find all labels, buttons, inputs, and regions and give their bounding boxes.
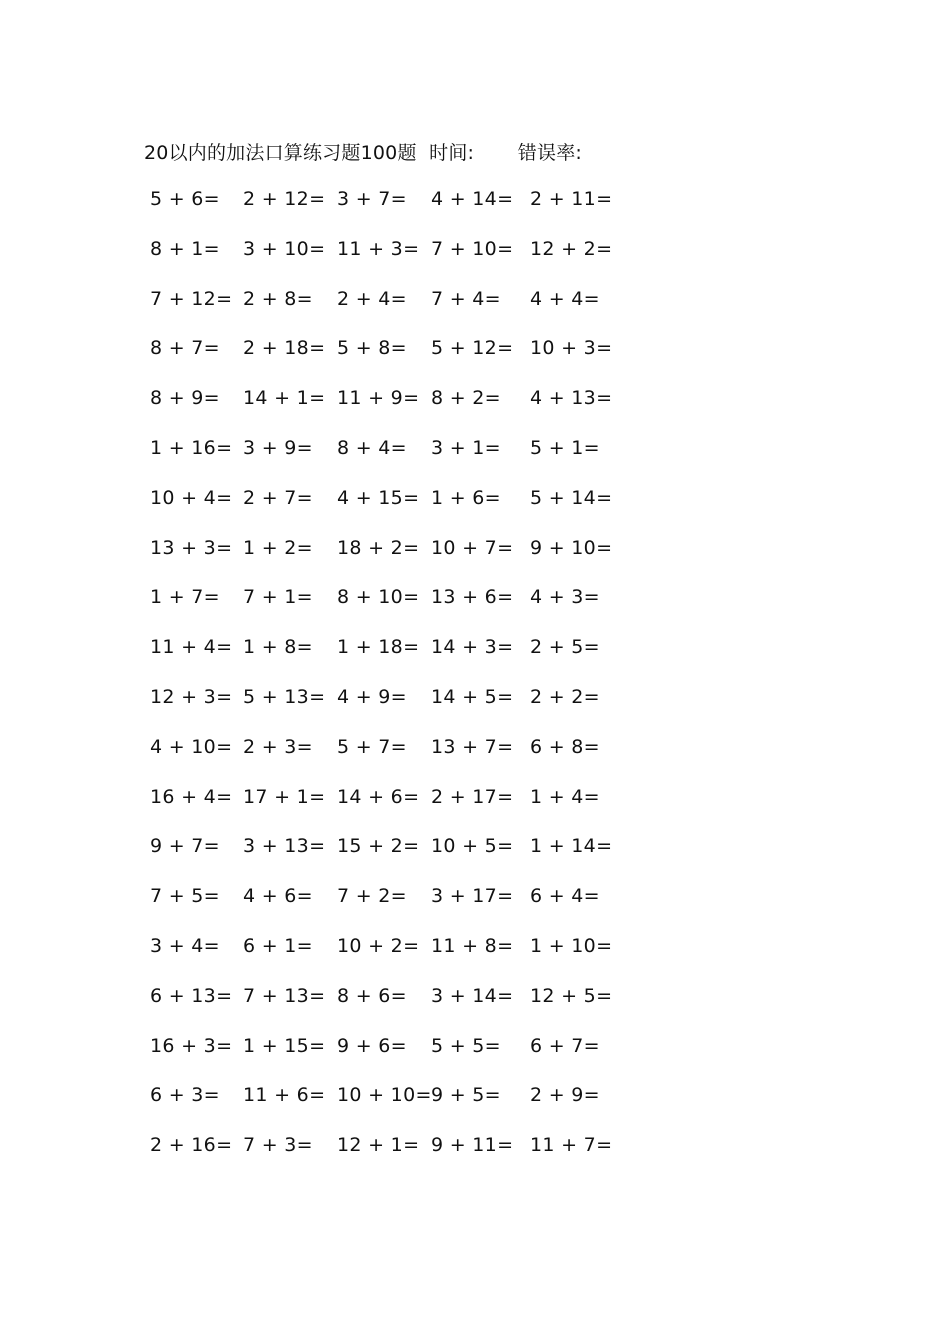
- addition-problem: 6 + 7=: [530, 1034, 600, 1057]
- addition-problem: 7 + 2=: [337, 885, 407, 908]
- addition-problem: 11 + 7=: [530, 1134, 613, 1157]
- addition-problem: 7 + 12=: [150, 287, 233, 310]
- addition-problem: 8 + 10=: [337, 586, 420, 609]
- addition-problem: 12 + 5=: [530, 984, 613, 1007]
- addition-problem: 7 + 10=: [431, 237, 514, 260]
- addition-problem: 7 + 13=: [243, 984, 326, 1007]
- addition-problem: 2 + 17=: [431, 785, 514, 808]
- addition-problem: 6 + 3=: [150, 1084, 220, 1107]
- addition-problem: 4 + 9=: [337, 686, 407, 708]
- addition-problem: 2 + 7=: [243, 486, 313, 509]
- addition-problem: 4 + 10=: [150, 735, 233, 758]
- addition-problem: 2 + 18=: [243, 337, 326, 360]
- addition-problem: 14 + 3=: [431, 636, 514, 659]
- addition-problem: 15 + 2=: [337, 835, 420, 858]
- addition-problem: 2 + 12=: [243, 188, 326, 210]
- addition-problem: 11 + 6=: [243, 1084, 326, 1107]
- addition-problem: 5 + 6=: [150, 188, 220, 210]
- addition-problem: 12 + 3=: [150, 686, 233, 708]
- addition-problem: 1 + 6=: [431, 486, 501, 509]
- addition-problem: 11 + 4=: [150, 636, 233, 659]
- addition-problem: 10 + 7=: [431, 536, 514, 559]
- addition-problem: 13 + 6=: [431, 586, 514, 609]
- addition-problem: 3 + 14=: [431, 984, 514, 1007]
- addition-problem: 2 + 5=: [530, 636, 600, 659]
- addition-problem: 2 + 4=: [337, 287, 407, 310]
- addition-problem: 5 + 1=: [530, 437, 600, 459]
- addition-problem: 2 + 9=: [530, 1084, 600, 1107]
- addition-problem: 10 + 5=: [431, 835, 514, 858]
- addition-problem: 5 + 5=: [431, 1034, 501, 1057]
- addition-problem: 1 + 8=: [243, 636, 313, 659]
- addition-problem: 4 + 15=: [337, 486, 420, 509]
- addition-problem: 16 + 4=: [150, 785, 233, 808]
- addition-problem: 11 + 3=: [337, 237, 420, 260]
- addition-problem: 6 + 8=: [530, 735, 600, 758]
- addition-problem: 11 + 8=: [431, 935, 514, 957]
- addition-problem: 7 + 1=: [243, 586, 313, 609]
- addition-problem: 8 + 4=: [337, 437, 407, 459]
- addition-problem: 6 + 13=: [150, 984, 233, 1007]
- addition-problem: 5 + 14=: [530, 486, 613, 509]
- addition-problem: 1 + 10=: [530, 935, 613, 957]
- addition-problem: 8 + 2=: [431, 387, 501, 410]
- addition-problem: 1 + 4=: [530, 785, 600, 808]
- addition-problem: 2 + 2=: [530, 686, 600, 708]
- addition-problem: 6 + 1=: [243, 935, 313, 957]
- addition-problem: 2 + 16=: [150, 1134, 233, 1157]
- addition-problem: 14 + 6=: [337, 785, 420, 808]
- addition-problem: 1 + 16=: [150, 437, 233, 459]
- addition-problem: 10 + 2=: [337, 935, 420, 957]
- addition-problem: 8 + 7=: [150, 337, 220, 360]
- addition-problem: 11 + 9=: [337, 387, 420, 410]
- addition-problem: 3 + 9=: [243, 437, 313, 459]
- addition-problem: 9 + 6=: [337, 1034, 407, 1057]
- addition-problem: 6 + 4=: [530, 885, 600, 908]
- addition-problem: 9 + 7=: [150, 835, 220, 858]
- addition-problem: 8 + 1=: [150, 237, 220, 260]
- addition-problem: 3 + 13=: [243, 835, 326, 858]
- addition-problem: 4 + 4=: [530, 287, 600, 310]
- worksheet-title: 20以内的加法口算练习题100题 时间: 错误率:: [144, 142, 583, 164]
- addition-problem: 4 + 14=: [431, 188, 514, 210]
- addition-problem: 2 + 3=: [243, 735, 313, 758]
- addition-problem: 5 + 8=: [337, 337, 407, 360]
- addition-problem: 7 + 5=: [150, 885, 220, 908]
- addition-problem: 10 + 10=: [337, 1084, 432, 1107]
- addition-problem: 5 + 13=: [243, 686, 326, 708]
- addition-problem: 1 + 7=: [150, 586, 220, 609]
- addition-problem: 17 + 1=: [243, 785, 326, 808]
- addition-problem: 9 + 5=: [431, 1084, 501, 1107]
- addition-problem: 1 + 18=: [337, 636, 420, 659]
- addition-problem: 18 + 2=: [337, 536, 420, 559]
- addition-problem: 3 + 10=: [243, 237, 326, 260]
- addition-problem: 13 + 7=: [431, 735, 514, 758]
- addition-problem: 3 + 7=: [337, 188, 407, 210]
- addition-problem: 7 + 3=: [243, 1134, 313, 1157]
- addition-problem: 1 + 15=: [243, 1034, 326, 1057]
- addition-problem: 2 + 11=: [530, 188, 613, 210]
- addition-problem: 8 + 6=: [337, 984, 407, 1007]
- addition-problem: 13 + 3=: [150, 536, 233, 559]
- addition-problem: 3 + 17=: [431, 885, 514, 908]
- addition-problem: 5 + 7=: [337, 735, 407, 758]
- addition-problem: 2 + 8=: [243, 287, 313, 310]
- addition-problem: 12 + 1=: [337, 1134, 420, 1157]
- addition-problem: 14 + 5=: [431, 686, 514, 708]
- addition-problem: 10 + 4=: [150, 486, 233, 509]
- addition-problem: 1 + 2=: [243, 536, 313, 559]
- addition-problem: 1 + 14=: [530, 835, 613, 858]
- addition-problem: 4 + 6=: [243, 885, 313, 908]
- addition-problem: 12 + 2=: [530, 237, 613, 260]
- addition-problem: 7 + 4=: [431, 287, 501, 310]
- addition-problem: 10 + 3=: [530, 337, 613, 360]
- addition-problem: 14 + 1=: [243, 387, 326, 410]
- addition-problem: 9 + 10=: [530, 536, 613, 559]
- addition-problem: 4 + 13=: [530, 387, 613, 410]
- addition-problem: 9 + 11=: [431, 1134, 514, 1157]
- addition-problem: 4 + 3=: [530, 586, 600, 609]
- addition-problem: 3 + 1=: [431, 437, 501, 459]
- addition-problem: 3 + 4=: [150, 935, 220, 957]
- addition-problem: 16 + 3=: [150, 1034, 233, 1057]
- addition-problem: 5 + 12=: [431, 337, 514, 360]
- addition-problem: 8 + 9=: [150, 387, 220, 410]
